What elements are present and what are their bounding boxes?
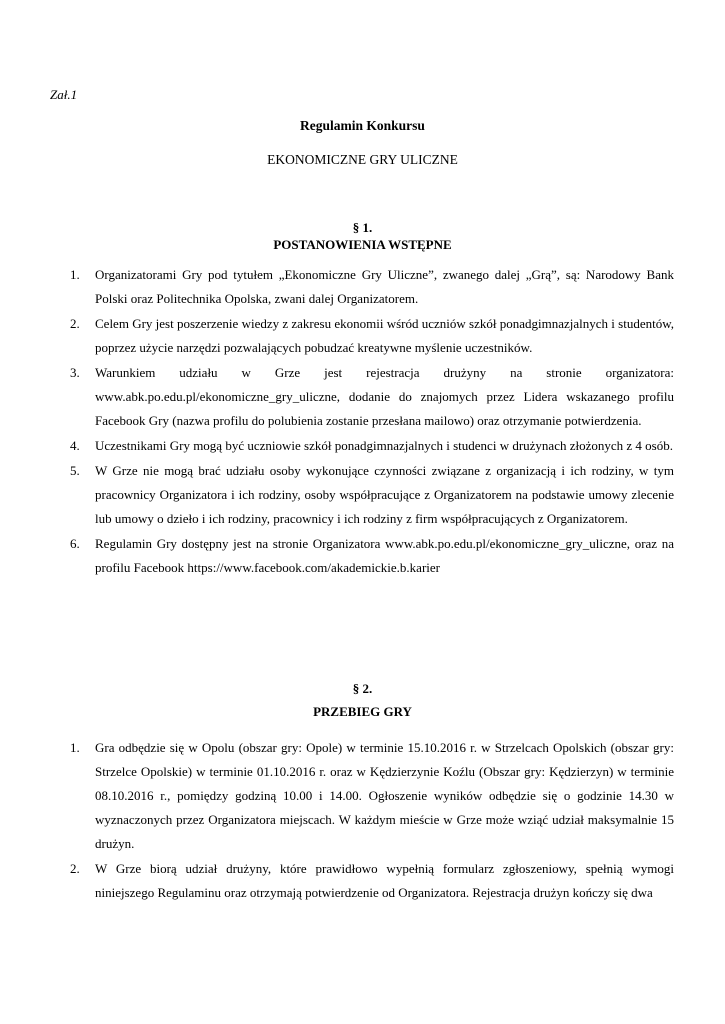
list-item-text: Celem Gry jest poszerzenie wiedzy z zakresu ekonomii wśród uczniów szkół ponadgimnazjalnych i studentów, poprzez użycie narzędzi pozwalających pobudzać kreatywne myślenie uczestników. <box>95 316 674 355</box>
list-item <box>70 263 674 311</box>
list-item-number: 2. <box>70 316 80 331</box>
section-1-number: § 1. <box>352 220 373 235</box>
document-title: Regulamin Konkursu <box>300 118 425 133</box>
list-item-number: 4. <box>70 438 80 453</box>
list-item-number: 2. <box>70 861 80 876</box>
list-item-text: W Grze biorą udział drużyny, które prawidłowo wypełnią formularz zgłoszeniowy, spełnią wymogi niniejszego Regulaminu oraz otrzymają potwierdzenie od Organizatora. Rejestracja drużyn kończy się dwa <box>95 861 674 900</box>
list-item <box>70 532 674 580</box>
annex-label: Zał.1 <box>50 87 78 102</box>
list-item-text: W Grze nie mogą brać udziału osoby wykonujące czynności związane z organizacją i ich rodziny, w tym pracownicy Organizatora i ich rodziny, osoby współpracujące z Organizatorem na podstawie umowy zlecenie lub umowy o dzieło i ich rodziny, pracownicy i ich rodziny z firm współpracujących z Organizatorem. <box>95 463 674 526</box>
list-item <box>70 312 674 360</box>
list-item-number: 3. <box>70 365 80 380</box>
list-item-text: Regulamin Gry dostępny jest na stronie Organizatora www.abk.po.edu.pl/ekonomiczne_gry_uliczne, oraz na profilu Facebook https://www.facebook.com/akademickie.b.karier <box>95 536 674 575</box>
list-item <box>70 361 674 433</box>
list-item <box>70 434 674 458</box>
list-item-text: Warunkiem udziału w Grze jest rejestracja drużyny na stronie organizatora: www.abk.po.edu.pl/ekonomiczne_gry_uliczne, dodanie do znajomych przez Lidera wskazanego profilu Facebook Gry (nazwa profilu do polubienia zostanie przesłana mailowo) oraz otrzymanie potwierdzenia. <box>95 365 674 428</box>
list-item <box>70 736 674 856</box>
list-item-number: 1. <box>70 740 80 755</box>
list-item-text: Organizatorami Gry pod tytułem „Ekonomiczne Gry Uliczne”, zwanego dalej „Grą”, są: Narodowy Bank Polski oraz Politechnika Opolska, zwani dalej Organizatorem. <box>95 267 674 306</box>
list-item-number: 6. <box>70 536 80 551</box>
list-item-text: Uczestnikami Gry mogą być uczniowie szkół ponadgimnazjalnych i studenci w drużynach złożonych z 4 osób. <box>95 438 673 453</box>
list-item <box>70 857 674 905</box>
section-1-heading: POSTANOWIENIA WSTĘPNE <box>273 237 452 252</box>
list-item-text: Gra odbędzie się w Opolu (obszar gry: Opole) w terminie 15.10.2016 r. w Strzelcach Opolskich (obszar gry: Strzelce Opolskie) w terminie 01.10.2016 r. oraz w Kędzierzynie Koźlu (Obszar gry: Kędzierzyn) w terminie 08.10.2016 r., pomiędzy godziną 10.00 i 14.00. Ogłoszenie wyników odbędzie się o godzinie 14.30 w wyznaczonych przez Organizatora miejscach. W każdym mieście w Grze może wziąć udział maksymalnie 15 drużyn. <box>95 740 674 851</box>
section-2-number: § 2. <box>352 681 373 696</box>
list-item <box>70 459 674 531</box>
section-1-list <box>70 263 674 580</box>
section-2-heading: PRZEBIEG GRY <box>313 704 412 719</box>
document-subtitle: EKONOMICZNE GRY ULICZNE <box>267 152 458 167</box>
section-2-list <box>70 736 674 905</box>
list-item-number: 1. <box>70 267 80 282</box>
list-item-number: 5. <box>70 463 80 478</box>
